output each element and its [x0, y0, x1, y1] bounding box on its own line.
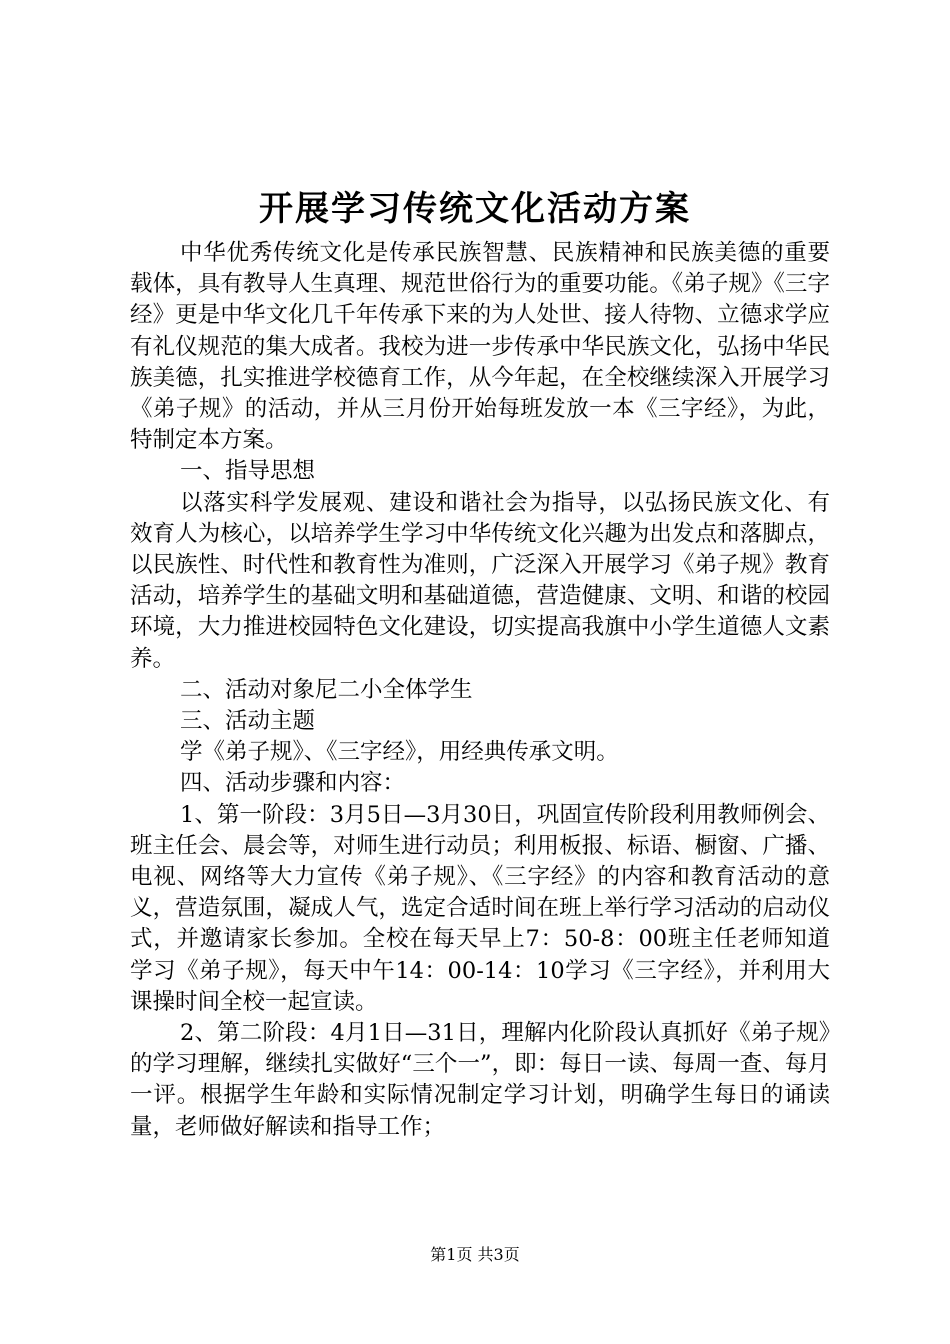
stage-two-paragraph: 2、第二阶段：4月1日—31日，理解内化阶段认真抓好《弟子规》的学习理解，继续扎实做好“三个一”，即：每日一读、每周一查、每月一评。根据学生年龄和实际情况制定学习计划，明确学生每日的诵读量，老师做好解读和指导工作； — [130, 1020, 830, 1140]
intro-paragraph: 中华优秀传统文化是传承民族智慧、民族精神和民族美德的重要载体，具有教导人生真理、规范世俗行为的重要功能。《弟子规》《三字经》更是中华文化几千年传承下来的为人处世、接人待物、立德求学应有礼仪规范的集大成者。我校为进一步传承中华民族文化，弘扬中华民族美德，扎实推进学校德育工作，从今年起，在全校继续深入开展学习《弟子规》的活动，并从三月份开始每班发放一本《三字经》，为此，特制定本方案。 — [130, 240, 830, 454]
activity-theme-paragraph: 学《弟子规》、《三字经》，用经典传承文明。 — [180, 739, 619, 766]
section-heading-activity-target: 二、活动对象尼二小全体学生 — [180, 676, 473, 703]
stage-one-paragraph: 1、第一阶段：3月5日—3月30日，巩固宣传阶段利用教师例会、班主任会、晨会等，对师生进行动员；利用板报、标语、橱窗、广播、电视、网络等大力宣传《弟子规》、《三字经》的内容和教育活动的意义，营造氛围，凝成人气，选定合适时间在班上举行学习活动的启动仪式，并邀请家长参加。全校在每天早上7：50-8：00班主任老师知道学习《弟子规》，每天中午14：00-14：10学习《三字经》，并利用大课操时间全校一起宣读。 — [130, 801, 830, 1015]
section-heading-activity-steps: 四、活动步骤和内容： — [180, 770, 406, 797]
section-heading-guiding-ideology: 一、指导思想 — [180, 458, 316, 485]
guiding-ideology-paragraph: 以落实科学发展观、建设和谐社会为指导，以弘扬民族文化、有效育人为核心，以培养学生学习中华传统文化兴趣为出发点和落脚点，以民族性、时代性和教育性为准则，广泛深入开展学习《弟子规》教育活动，培养学生的基础文明和基础道德，营造健康、文明、和谐的校园环境，大力推进校园特色文化建设，切实提高我旗中小学生道德人文素养。 — [130, 489, 830, 672]
section-heading-activity-theme: 三、活动主题 — [180, 708, 316, 735]
page-footer: 第1页 共3页 — [430, 1245, 520, 1264]
document-title: 开展学习传统文化活动方案 — [259, 189, 691, 229]
document-body — [130, 238, 830, 1143]
